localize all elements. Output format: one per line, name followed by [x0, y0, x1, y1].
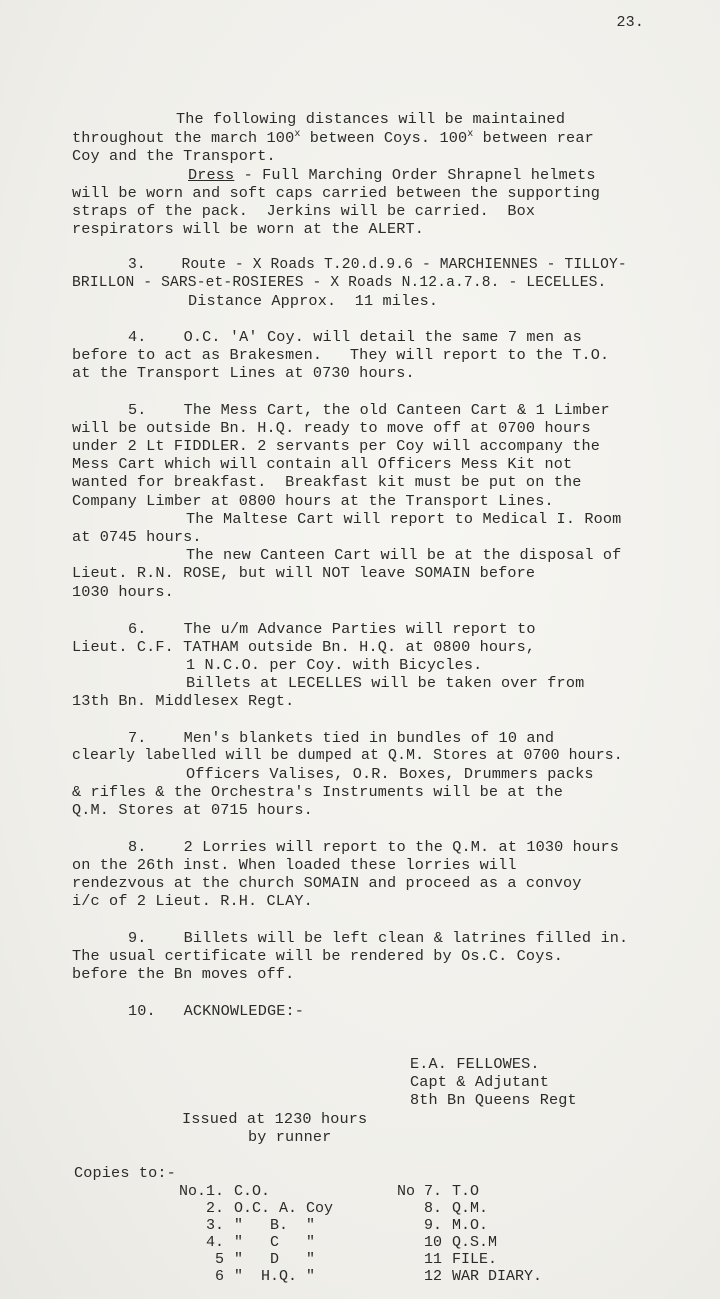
- copy-recipient-row: [388, 1183, 542, 1200]
- text-line: Company Limber at 0800 hours at the Transport Lines.: [72, 492, 554, 510]
- copy-number: 10: [423, 1234, 442, 1251]
- text-line: Lieut. C.F. TATHAM outside Bn. H.Q. at 0800 hours,: [72, 638, 536, 656]
- text-line: 4. O.C. 'A' Coy. will detail the same 7 men as: [128, 328, 582, 346]
- copy-recipient: O.C. A. Coy: [234, 1200, 334, 1217]
- copy-number: 5: [214, 1251, 224, 1268]
- text-line: before to act as Brakesmen. They will report to the T.O.: [72, 346, 610, 364]
- copies-right-list: [388, 1183, 542, 1285]
- text-line: The following distances will be maintained: [176, 110, 566, 128]
- text-line: The usual certificate will be rendered by Os.C. Coys.: [72, 947, 563, 965]
- copy-number: 6: [214, 1268, 224, 1285]
- copy-recipient: FILE.: [452, 1251, 498, 1268]
- copy-recipient: " H.Q. ": [234, 1268, 316, 1285]
- paragraph-acknowledge: 10. ACKNOWLEDGE:-: [128, 1002, 305, 1020]
- copy-recipient-row: [388, 1251, 542, 1268]
- text-line: 1 N.C.O. per Coy. with Bicycles.: [186, 656, 483, 674]
- copy-number: 11: [423, 1251, 442, 1268]
- signatory-name: E.A. FELLOWES.: [410, 1055, 540, 1073]
- text-line: Distance Approx. 11 miles.: [188, 292, 439, 310]
- text-line: clearly labelled will be dumped at Q.M. Stores at 0700 hours.: [72, 748, 623, 764]
- text-line: Coy and the Transport.: [72, 147, 276, 165]
- text-line: Lieut. R.N. ROSE, but will NOT leave SOMAIN before: [72, 564, 536, 582]
- text-line: at 0745 hours.: [72, 528, 202, 546]
- copy-recipient: " C ": [234, 1234, 316, 1251]
- text-line: rendezvous at the church SOMAIN and proceed as a convoy: [72, 874, 582, 892]
- copy-number: 3.: [205, 1217, 224, 1234]
- copy-number: 2.: [205, 1200, 224, 1217]
- text-line: will be outside Bn. H.Q. ready to move off at 0700 hours: [72, 419, 591, 437]
- text-line: throughout the march 100$^x$ between Coys. 100$^x$ between rear: [72, 129, 594, 147]
- text-line: on the 26th inst. When loaded these lorries will: [72, 856, 517, 874]
- text-line: respirators will be worn at the ALERT.: [72, 220, 425, 238]
- text-line: 7. Men's blankets tied in bundles of 10 and: [128, 729, 555, 747]
- text-line: & rifles & the Orchestra's Instruments will be at the: [72, 783, 563, 801]
- copy-recipient: Q.M.: [452, 1200, 489, 1217]
- text-line: straps of the pack. Jerkins will be carried. Box: [72, 202, 536, 220]
- page-number: 23.: [616, 14, 644, 31]
- copy-recipient-row: [388, 1200, 542, 1217]
- copy-recipient-row: [170, 1183, 333, 1200]
- issued-method: by runner: [248, 1128, 332, 1146]
- copy-recipient-row: [170, 1268, 333, 1285]
- text-line: before the Bn moves off.: [72, 965, 295, 983]
- signatory-rank: Capt & Adjutant: [410, 1073, 549, 1091]
- copy-recipient: Q.S.M: [452, 1234, 498, 1251]
- text-line: 9. Billets will be left clean & latrines filled in.: [128, 929, 629, 947]
- text-line: 6. The u/m Advance Parties will report to: [128, 620, 536, 638]
- copy-number: 4.: [205, 1234, 224, 1251]
- text-line: Mess Cart which will contain all Officers Mess Kit not: [72, 455, 573, 473]
- text-line: Officers Valises, O.R. Boxes, Drummers packs: [186, 765, 594, 783]
- copy-recipient-row: [170, 1251, 333, 1268]
- text-line: 1030 hours.: [72, 583, 174, 601]
- issued-time: Issued at 1230 hours: [182, 1110, 368, 1128]
- text-line: 13th Bn. Middlesex Regt.: [72, 692, 295, 710]
- copy-recipient-row: [388, 1234, 542, 1251]
- text-line: BRILLON - SARS-et-ROSIERES - X Roads N.12.a.7.8. - LECELLES.: [72, 275, 607, 291]
- copy-recipient: C.O.: [234, 1183, 271, 1200]
- copy-recipient: " D ": [234, 1251, 316, 1268]
- copy-number: 9.: [423, 1217, 442, 1234]
- copies-label: Copies to:-: [74, 1164, 176, 1182]
- copy-recipient-row: [170, 1234, 333, 1251]
- copy-recipient: T.O: [452, 1183, 480, 1200]
- text-line: 8. 2 Lorries will report to the Q.M. at 1030 hours: [128, 838, 619, 856]
- copy-recipient-row: [388, 1268, 542, 1285]
- signatory-unit: 8th Bn Queens Regt: [410, 1091, 577, 1109]
- text-line: under 2 Lt FIDDLER. 2 servants per Coy will accompany the: [72, 437, 601, 455]
- copies-left-list: [170, 1183, 333, 1285]
- copy-recipient-row: [170, 1200, 333, 1217]
- text-line: 5. The Mess Cart, the old Canteen Cart & 1 Limber: [128, 401, 610, 419]
- copy-number: 12: [423, 1268, 442, 1285]
- copy-recipient: M.O.: [452, 1217, 489, 1234]
- copy-number: No 7.: [396, 1183, 442, 1200]
- text-line: Billets at LECELLES will be taken over from: [186, 674, 585, 692]
- text-line: The new Canteen Cart will be at the disposal of: [186, 546, 622, 564]
- copy-recipient-row: [388, 1217, 542, 1234]
- copy-recipient: WAR DIARY.: [452, 1268, 543, 1285]
- text-line: will be worn and soft caps carried between the supporting: [72, 184, 601, 202]
- text-line: Dress - Full Marching Order Shrapnel helmets: [188, 166, 596, 184]
- text-line: i/c of 2 Lieut. R.H. CLAY.: [72, 892, 313, 910]
- text-line: The Maltese Cart will report to Medical I. Room: [186, 510, 622, 528]
- text-line: at the Transport Lines at 0730 hours.: [72, 364, 415, 382]
- text-line: Q.M. Stores at 0715 hours.: [72, 801, 313, 819]
- copy-number: 8.: [423, 1200, 442, 1217]
- dress-heading: Dress: [188, 166, 235, 184]
- copy-recipient: " B. ": [234, 1217, 316, 1234]
- text-line: 3. Route - X Roads T.20.d.9.6 - MARCHIENNES - TILLOY-: [128, 257, 627, 273]
- text-line: wanted for breakfast. Breakfast kit must be put on the: [72, 473, 582, 491]
- copy-number: No.1.: [178, 1183, 224, 1200]
- copy-recipient-row: [170, 1217, 333, 1234]
